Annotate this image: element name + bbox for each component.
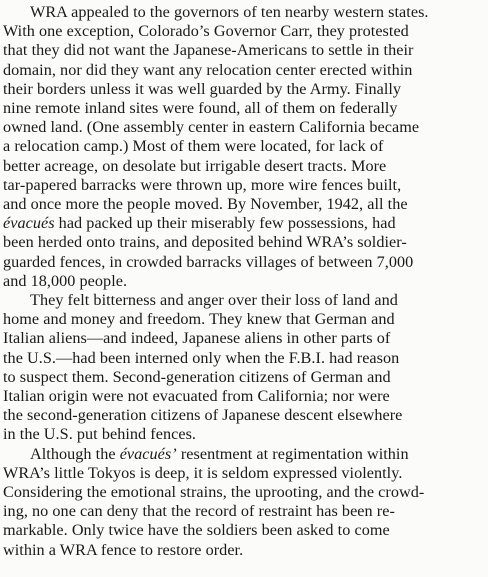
line-text: domain, nor did they want any relocation center erected within: [3, 60, 413, 79]
line-text: and once more the people moved. By November, 1942, all the: [3, 195, 408, 213]
line-text: WRA’s little Tokyos is deep, it is seldom expressed violently.: [3, 463, 403, 482]
line-text: WRA appealed to the governors of ten nearby western states.: [30, 3, 429, 21]
line-text: the second-generation citizens of Japanese descent elsewhere: [3, 406, 403, 425]
line-text: a relocation camp.) Most of them were located, for lack of: [3, 137, 384, 156]
line-text: markable. Only twice have the soldiers been asked to come: [3, 521, 390, 540]
line-text: ing, no one can deny that the record of restraint has been re-: [3, 502, 395, 521]
line-text-italic: évacués’: [119, 444, 177, 463]
line-text-before: Although the: [30, 444, 120, 463]
line-text: Considering the emotional strains, the uprooting, and the crowd-: [3, 483, 425, 501]
line-text: With one exception, Colorado’s Governor Carr, they protested: [3, 22, 409, 41]
line-text: Italian aliens—and indeed, Japanese aliens in other parts of: [3, 329, 391, 348]
line-text-italic: évacués: [3, 214, 55, 233]
line-text: They felt bitterness and anger over their loss of land and: [30, 291, 398, 309]
line-text: the U.S.—had been interned only when the F.B.I. had reason: [3, 348, 400, 367]
line-text: guarded fences, in crowded barracks villages of between 7,000: [3, 252, 414, 271]
line-text: and 18,000 people.: [3, 271, 128, 290]
line-text: home and money and freedom. They knew that German and: [3, 310, 395, 329]
line-text: to suspect them. Second-generation citizens of German and: [3, 367, 391, 386]
line-text: owned land. (One assembly center in eastern California became: [3, 118, 420, 137]
line-text: Italian origin were not evacuated from California; nor were: [3, 387, 390, 405]
line-text-after: resentment at regimentation within: [176, 444, 409, 463]
line-text-after: had packed up their miserably few possessions, had: [54, 214, 396, 233]
line-text: nine remote inland sites were found, all of them on federally: [3, 99, 398, 117]
text-line: [3, 538, 243, 562]
line-text: better acreage, on desolate but irrigable desert tracts. More: [3, 156, 387, 175]
line-text: been herded onto trains, and deposited behind WRA’s soldier-: [3, 233, 407, 252]
line-text: their borders unless it was well guarded by the Army. Finally: [3, 79, 402, 98]
line-text: that they did not want the Japanese-Americans to settle in their: [3, 41, 414, 60]
line-text: in the U.S. put behind fences.: [3, 425, 197, 444]
line-text: within a WRA fence to restore order.: [3, 540, 244, 559]
line-text: tar-papered barracks were thrown up, more wire fences built,: [3, 175, 402, 194]
